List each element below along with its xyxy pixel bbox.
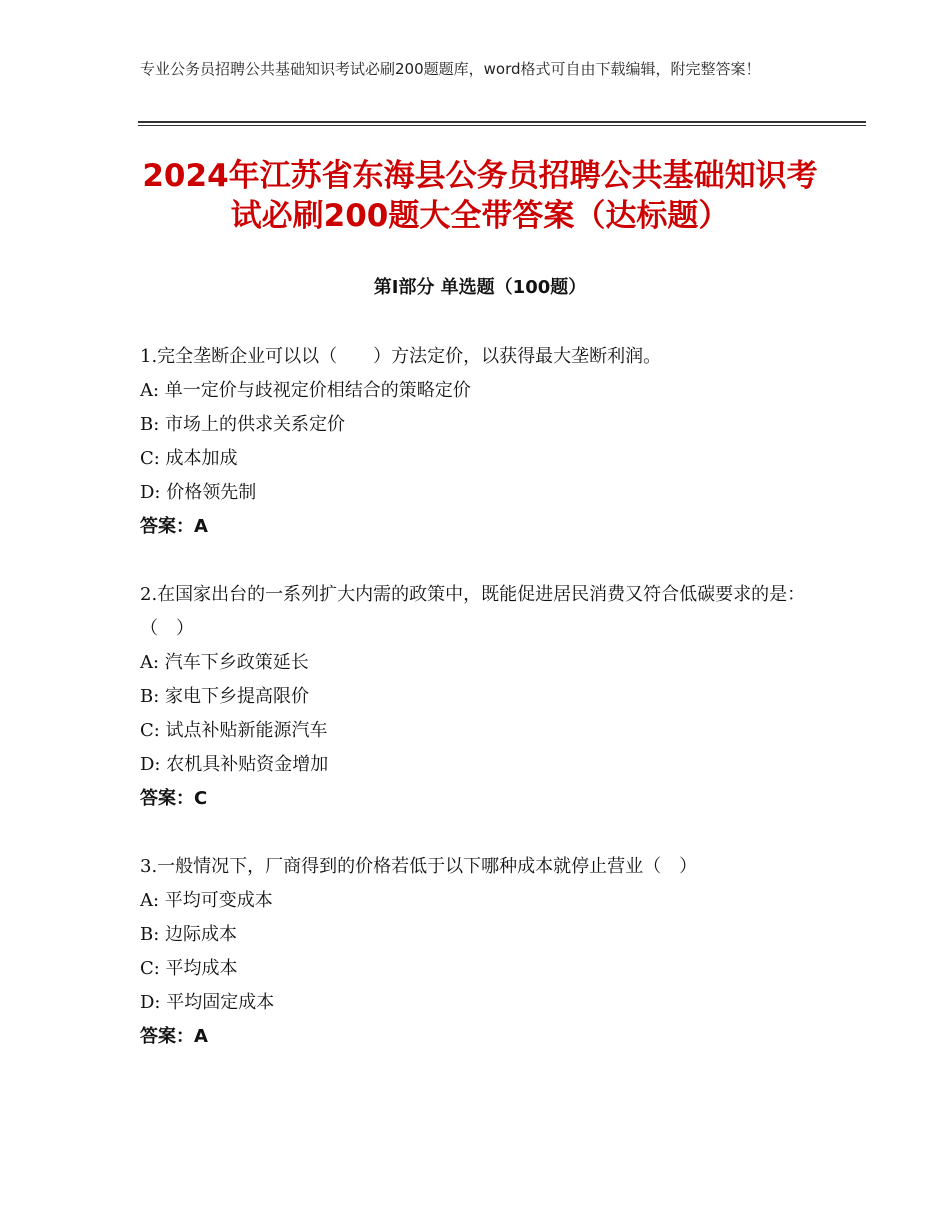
header-divider-thick <box>138 121 866 123</box>
option-b: B: 家电下乡提高限价 <box>140 686 310 707</box>
option-c: C: 成本加成 <box>140 448 238 469</box>
question-stem: 1.完全垄断企业可以以（ ）方法定价，以获得最大垄断利润。 <box>140 346 662 367</box>
option-d: D: 价格领先制 <box>140 482 257 503</box>
question-stem: 2.在国家出台的一系列扩大内需的政策中，既能促进居民消费又符合低碳要求的是：（ ） <box>140 584 806 639</box>
option-d: D: 农机具补贴资金增加 <box>140 754 329 775</box>
option-a: A: 单一定价与歧视定价相结合的策略定价 <box>140 380 471 401</box>
header-divider-thin <box>138 125 866 126</box>
question-list <box>140 340 820 1088</box>
option-b: B: 边际成本 <box>140 924 238 945</box>
option-a: A: 汽车下乡政策延长 <box>140 652 309 673</box>
option-a: A: 平均可变成本 <box>140 890 273 911</box>
option-d: D: 平均固定成本 <box>140 992 275 1013</box>
answer-label: 答案：A <box>140 516 208 537</box>
document-title: 2024年江苏省东海县公务员招聘公共基础知识考试必刷200题大全带答案（达标题） <box>142 158 818 234</box>
option-c: C: 试点补贴新能源汽车 <box>140 720 328 741</box>
answer-label: 答案：A <box>140 1026 208 1047</box>
question-2 <box>140 578 820 816</box>
section-title: 第Ⅰ部分 单选题（100题） <box>373 277 587 298</box>
option-c: C: 平均成本 <box>140 958 238 979</box>
question-1 <box>140 340 820 544</box>
option-b: B: 市场上的供求关系定价 <box>140 414 346 435</box>
question-3 <box>140 850 820 1054</box>
answer-label: 答案：C <box>140 788 208 809</box>
question-stem: 3.一般情况下，厂商得到的价格若低于以下哪种成本就停止营业（ ） <box>140 856 698 877</box>
header-note: 专业公务员招聘公共基础知识考试必刷200题题库，word格式可自由下载编辑，附完整答案！ <box>140 60 761 78</box>
